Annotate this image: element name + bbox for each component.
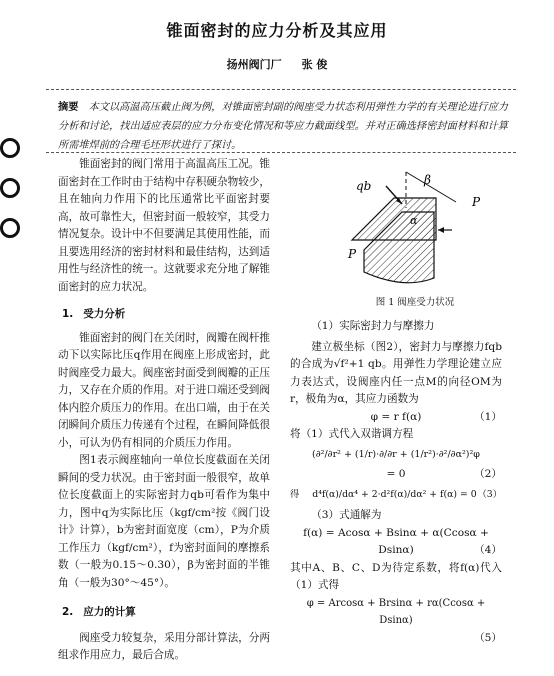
equation-2-number: （2） xyxy=(474,467,502,480)
equation-1-number: （1） xyxy=(474,410,502,423)
section-1-heading xyxy=(58,306,270,324)
equation-5 xyxy=(290,595,502,630)
intro-paragraph: 锥面密封的阀门常用于高温高压工况。锥面密封在工作时由于结构中存积硬杂物较少，且在轴向力作用下的比压通常比平面密封要高，故可靠性大，但密封面一般较窄，其受力情况复杂。设计中不但要满足其使用性能，而且要选用经济的密封材料和最佳结构，达到适用性与经济性的统一。这就要求充分地了解锥面密封的应力状况。 xyxy=(58,158,270,293)
right-paragraph-1: 建立极坐标（图2），密封力与摩擦力fqb的合成为√f²+1 qb。用弹性力学理论建立应力表达式，设阀座内任一点M的向径OM为r，极角为α，其应力函数为 xyxy=(290,340,502,405)
section-1-paragraph-2: 图1表示阀座轴向一单位长度截面在关闭瞬间的受力状况。由于密封面一般很窄，故单位长度截面上的实际密封力qb可看作为集中力，图中q为实际比压（kgf/cm²按《阀门设计》计算），b为密封面宽度（cm），P为介质工作压力（kgf/cm²），f为密封面间的摩擦系数（一般为0.15～0.30），β为密封面的半锥角（一般为30°～45°）。 xyxy=(58,454,270,589)
figure-label-p-top: P xyxy=(472,195,481,209)
figure-label-p-left: P xyxy=(348,247,357,261)
subsection-1-heading: （1）实际密封力与摩擦力 xyxy=(311,320,435,332)
equation-1-expr: φ = r f(α) xyxy=(370,410,422,423)
section-1-number: 1. xyxy=(62,308,74,320)
right-paragraph-3: 其中A、B、C、D为待定系数，将f(α)代入（1）式得 xyxy=(290,561,502,591)
author-name: 张 俊 xyxy=(301,58,328,71)
paper-title: 锥面密封的应力分析及其应用 xyxy=(166,21,388,40)
equation-5-number-line xyxy=(290,630,502,648)
abstract xyxy=(58,98,508,155)
binding-margin xyxy=(0,138,20,238)
subsection-3-heading: （3）式通解为 xyxy=(311,509,382,521)
equation-3-expr: d⁴f(α)/dα⁴ + 2·d²f(α)/dα² + f(α) = 0 xyxy=(312,489,477,500)
right-column xyxy=(290,318,502,647)
section-2-title: 应力的计算 xyxy=(83,606,136,618)
figure-label-qb: qb xyxy=(356,179,372,193)
right-paragraph-2: 将（1）式代入双谐调方程 xyxy=(290,428,414,440)
equation-1 xyxy=(290,409,502,427)
equation-4-expr: f(α) = Acosα + Bsinα + α(Ccosα + xyxy=(303,526,489,539)
figure-1-caption: 图 1 阀座受力状况 xyxy=(375,297,455,308)
equation-2 xyxy=(290,444,502,466)
section-2-number: 2. xyxy=(62,606,74,618)
equation-4-expr-cont: Dsinα) xyxy=(378,544,414,556)
abstract-label: 摘要 xyxy=(58,101,79,113)
abstract-bottom-rule xyxy=(46,152,516,153)
binding-hole xyxy=(0,218,20,238)
section-1-title: 受力分析 xyxy=(83,308,126,320)
equation-4 xyxy=(290,525,502,543)
equation-4-continued xyxy=(290,542,502,560)
equation-2-continued xyxy=(290,466,502,484)
equation-5-expr: φ = Arcosα + Brsinα + rα(Ccosα + Dsinα) xyxy=(306,597,486,626)
equation-2-expr: (∂²/∂r² + (1/r)·∂/∂r + (1/r²)·∂²/∂α²)²φ xyxy=(312,448,480,460)
equation-5-number: （5） xyxy=(474,631,502,644)
abstract-top-rule xyxy=(46,89,516,90)
equation-4-number: （4） xyxy=(474,544,502,556)
left-column xyxy=(58,156,270,665)
abstract-text: 本文以高温高压截止阀为例，对锥面密封副的阀座受力状态利用弹性力学的有关理论进行应力分析和讨论，找出适应表层的应力分布变化情况和等应力截面线型。并对正确选择密封面材料和计算所需堆焊前的合理毛坯形状进行了探讨。 xyxy=(58,102,508,151)
binding-hole xyxy=(0,138,20,158)
equation-3-number: （3） xyxy=(477,489,502,500)
equation-3-prefix: 得 xyxy=(290,489,300,500)
figure-label-alpha: α xyxy=(410,214,418,227)
equation-2-rhs: = 0 xyxy=(386,467,406,480)
equation-3 xyxy=(290,483,502,507)
binding-hole xyxy=(0,178,20,198)
section-1-paragraph-1: 锥面密封的阀门在关闭时，阀瓣在阀杆推动下以实际比压q作用在阀座上形成密封，此时阀座受力最大。阀座密封面受到阀瓣的正压力，又存在介质的作用。对于进口端还受到阀体内腔介质压力的作用。在出口端，由于在关闭瞬间介质压力传递有个过程，在瞬间降低很小，可认为仍有相同的介质压力作用。 xyxy=(58,331,270,449)
section-2-paragraph-1: 阀座受力较复杂，采用分部计算法，分两组求作用应力，最后合成。 xyxy=(58,631,270,661)
figure-1-seat-force-diagram xyxy=(344,168,494,294)
author-line xyxy=(0,56,554,72)
figure-label-beta: β xyxy=(424,173,431,187)
author-unit: 扬州阀门厂 xyxy=(226,58,282,71)
section-2-heading xyxy=(58,604,270,622)
figure-arrowhead xyxy=(438,227,444,233)
